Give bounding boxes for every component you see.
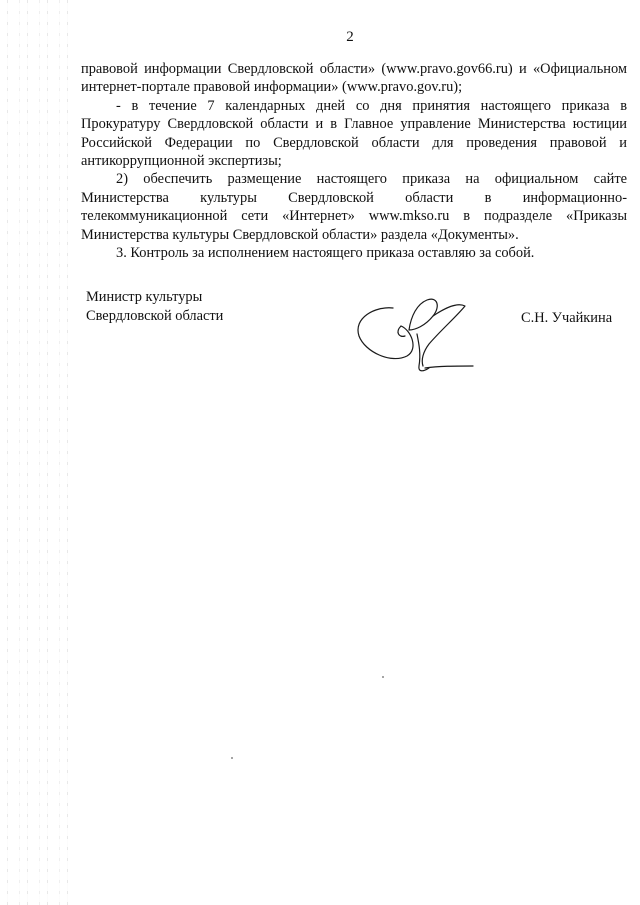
scan-margin-noise-mask xyxy=(0,0,72,905)
signatory-position-line1: Министр культуры xyxy=(86,289,203,305)
scan-speck xyxy=(382,676,384,678)
signatory-position-line2: Свердловской области xyxy=(86,308,224,324)
signatory-name: С.Н. Учайкина xyxy=(521,310,613,326)
scan-speck xyxy=(231,757,233,759)
paragraph-prosecutor-submission: - в течение 7 календарных дней со дня принятия настоящего приказа в Прокуратуру Свердловской области и в Главное управление Министерства юстиции Российской Федерации по Свердловской области для проведения правовой и антикоррупционной экспертизы; xyxy=(81,97,627,170)
paragraph-continuation: правовой информации Свердловской области» (www.pravo.gov66.ru) и «Официальном интернет-портале правовой информации» (www.pravo.gov.ru); xyxy=(81,61,627,96)
paragraph-control: 3. Контроль за исполнением настоящего приказа оставляю за собой. xyxy=(116,245,535,262)
document-body xyxy=(81,60,627,262)
signatory-position xyxy=(86,288,223,326)
handwritten-signature xyxy=(345,286,475,378)
paragraph-website-publication: 2) обеспечить размещение настоящего приказа на официальном сайте Министерства культуры Свердловской области в информационно-телекоммуникационной сети «Интернет» www.mkso.ru в подразделе «Приказы Министерства культуры Свердловской области» раздела «Документы». xyxy=(81,171,627,243)
page-number: 2 xyxy=(346,29,354,45)
